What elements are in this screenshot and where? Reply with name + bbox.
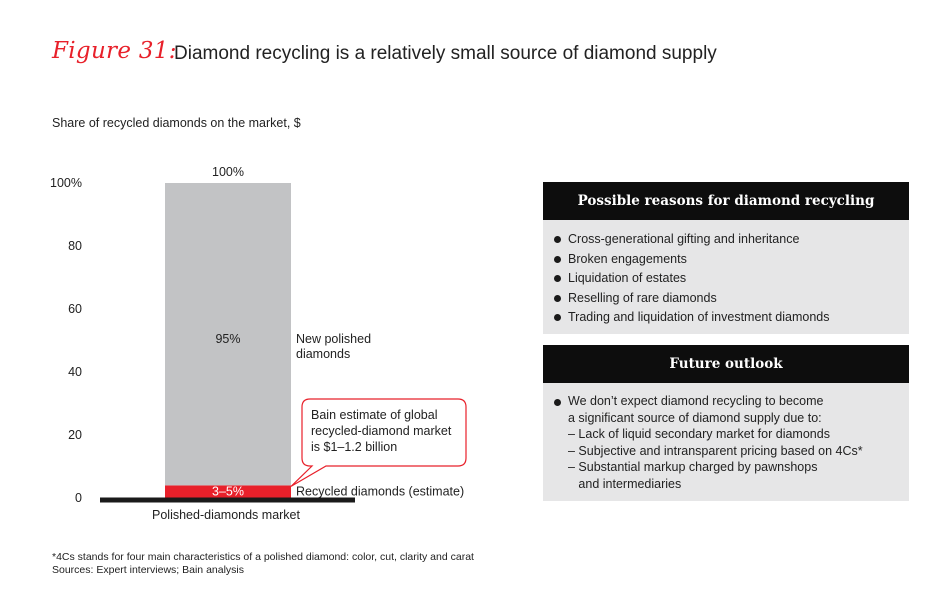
y-tick-label: 0 <box>75 491 82 505</box>
reason-item: Cross-generational gifting and inheritance <box>553 230 897 250</box>
outlook-sub-item: and intermediaries <box>568 476 682 491</box>
sources-line: Sources: Expert interviews; Bain analysis <box>52 564 244 576</box>
reasons-panel <box>543 220 909 334</box>
callout-line-2: recycled-diamond market <box>311 424 452 438</box>
outlook-sub-item: – Subjective and intransparent pricing based on 4Cs* <box>568 443 863 458</box>
y-axis-ticks <box>50 176 82 505</box>
outlook-line-1: We don’t expect diamond recycling to become <box>568 394 824 408</box>
outlook-sub-item: – Lack of liquid secondary market for diamonds <box>568 427 830 442</box>
reason-item: Trading and liquidation of investment diamonds <box>553 308 897 328</box>
total-label: 100% <box>212 165 244 179</box>
data-label-recycled: 3–5% <box>212 484 244 499</box>
callout-line-3: is $1–1.2 billion <box>311 440 398 454</box>
figure-title: Diamond recycling is a relatively small source of diamond supply <box>174 43 717 64</box>
outlook-panel <box>543 383 909 501</box>
y-tick-label: 40 <box>68 365 82 379</box>
figure-number: Figure 31: <box>52 38 177 64</box>
outlook-panel-header: Future outlook <box>543 345 909 383</box>
y-tick-label: 60 <box>68 302 82 316</box>
chart-title: Share of recycled diamonds on the market, $ <box>52 116 301 130</box>
y-tick-label: 100% <box>50 176 82 190</box>
reason-item: Reselling of rare diamonds <box>553 289 897 309</box>
y-tick-label: 80 <box>68 239 82 253</box>
callout-line-1: Bain estimate of global <box>311 408 438 422</box>
bar-chart <box>0 0 520 530</box>
y-tick-label: 20 <box>68 428 82 442</box>
series-label-new: New polished <box>296 332 372 346</box>
data-label-new: 95% <box>215 332 241 346</box>
footnote <box>52 551 474 577</box>
outlook-line-2: a significant source of diamond supply due to: <box>568 410 822 425</box>
footnote-line-1: *4Cs stands for four main characteristics of a polished diamond: color, cut, clarity and carat <box>52 551 474 563</box>
series-label-new-line2: diamonds <box>296 347 351 361</box>
reason-item: Broken engagements <box>553 250 897 270</box>
series-label-recycled: Recycled diamonds (estimate) <box>296 484 465 499</box>
x-axis-label: Polished-diamonds market <box>152 508 300 522</box>
reason-item: Liquidation of estates <box>553 269 897 289</box>
outlook-sub-item: – Substantial markup charged by pawnshops <box>568 460 818 475</box>
outlook-bullet <box>553 393 897 426</box>
reasons-panel-header: Possible reasons for diamond recycling <box>543 182 909 220</box>
